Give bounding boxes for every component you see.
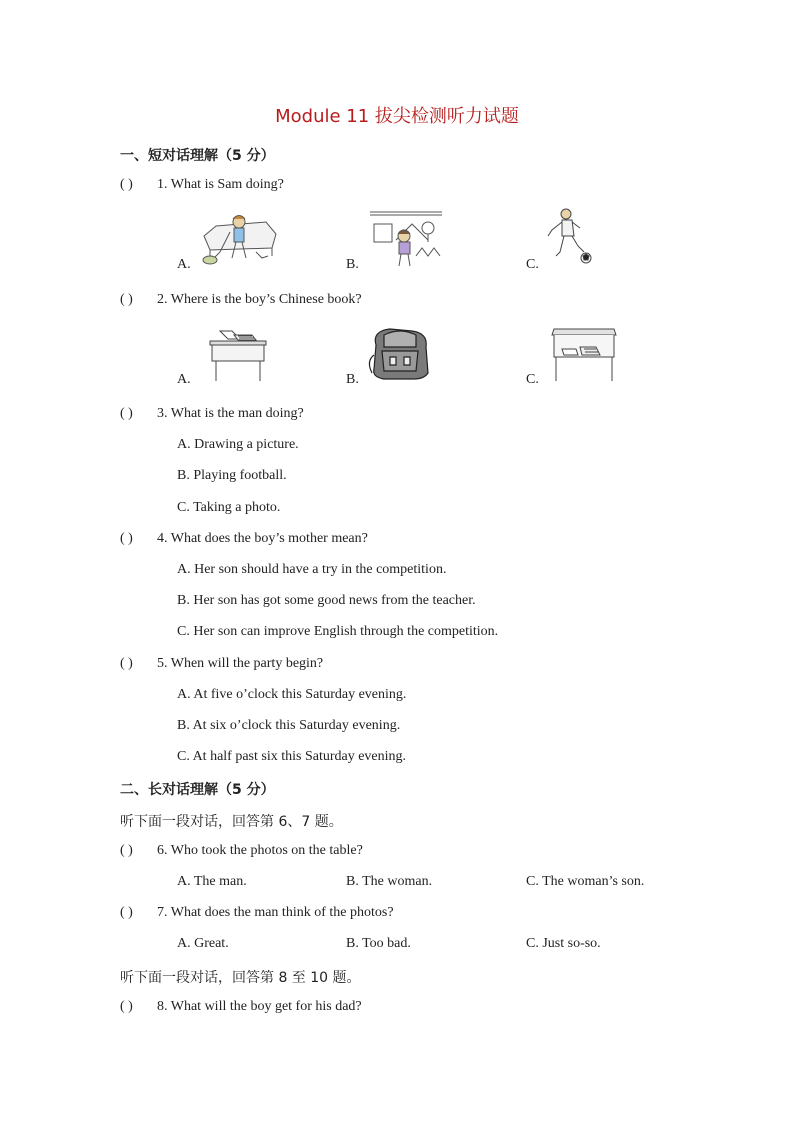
answer-blank-5[interactable]: ( ) — [120, 656, 133, 671]
page-title: Module 11 拔尖检测听力试题 — [275, 106, 519, 127]
question-2-text: 2. Where is the boy’s Chinese book? — [157, 292, 362, 307]
desk-with-book-inside-icon[interactable] — [550, 327, 618, 383]
q1-option-b-label: B. — [346, 257, 359, 272]
q4-option-b: B. Her son has got some good news from the teacher. — [177, 593, 476, 608]
q1-option-a-label: A. — [177, 257, 191, 272]
q7-option-a: A. Great. — [177, 936, 229, 951]
boy-drawing-picture-icon[interactable] — [368, 210, 444, 268]
q3-option-c: C. Taking a photo. — [177, 500, 281, 515]
answer-blank-7[interactable]: ( ) — [120, 905, 133, 920]
q2-option-c-label: C. — [526, 372, 539, 387]
answer-blank-6[interactable]: ( ) — [120, 843, 133, 858]
q5-option-b: B. At six o’clock this Saturday evening. — [177, 718, 401, 733]
q5-option-c: C. At half past six this Saturday evening. — [177, 749, 407, 764]
q7-option-b: B. Too bad. — [346, 936, 411, 951]
desk-with-book-on-top-icon[interactable] — [208, 327, 268, 383]
answer-blank-4[interactable]: ( ) — [120, 531, 133, 546]
section-1-heading: 一、短对话理解（5 分） — [120, 148, 275, 164]
question-7-text: 7. What does the man think of the photos? — [157, 905, 394, 920]
q4-option-c: C. Her son can improve English through the competition. — [177, 624, 499, 639]
q7-option-c: C. Just so-so. — [526, 936, 601, 951]
q6-option-c: C. The woman’s son. — [526, 874, 645, 889]
answer-blank-1[interactable]: ( ) — [120, 177, 133, 192]
boy-playing-football-icon[interactable] — [546, 206, 594, 268]
question-8-text: 8. What will the boy get for his dad? — [157, 999, 362, 1014]
schoolbag-icon[interactable] — [366, 325, 434, 381]
question-6-text: 6. Who took the photos on the table? — [157, 843, 363, 858]
q5-option-a: A. At five o’clock this Saturday evening. — [177, 687, 407, 702]
section-2-note-2: 听下面一段对话，回答第 8 至 10 题。 — [120, 970, 361, 986]
section-2-note-1: 听下面一段对话，回答第 6、7 题。 — [120, 814, 343, 830]
q6-option-b: B. The woman. — [346, 874, 433, 889]
answer-blank-3[interactable]: ( ) — [120, 406, 133, 421]
section-2-heading: 二、长对话理解（5 分） — [120, 782, 275, 798]
q4-option-a: A. Her son should have a try in the competition. — [177, 562, 447, 577]
q2-option-b-label: B. — [346, 372, 359, 387]
q6-option-a: A. The man. — [177, 874, 247, 889]
question-5-text: 5. When will the party begin? — [157, 656, 324, 671]
boy-cleaning-room-icon[interactable] — [196, 208, 280, 268]
q3-option-a: A. Drawing a picture. — [177, 437, 299, 452]
q1-option-c-label: C. — [526, 257, 539, 272]
answer-blank-2[interactable]: ( ) — [120, 292, 133, 307]
q2-option-a-label: A. — [177, 372, 191, 387]
question-3-text: 3. What is the man doing? — [157, 406, 304, 421]
answer-blank-8[interactable]: ( ) — [120, 999, 133, 1014]
q3-option-b: B. Playing football. — [177, 468, 287, 483]
question-1-text: 1. What is Sam doing? — [157, 177, 284, 192]
question-4-text: 4. What does the boy’s mother mean? — [157, 531, 368, 546]
